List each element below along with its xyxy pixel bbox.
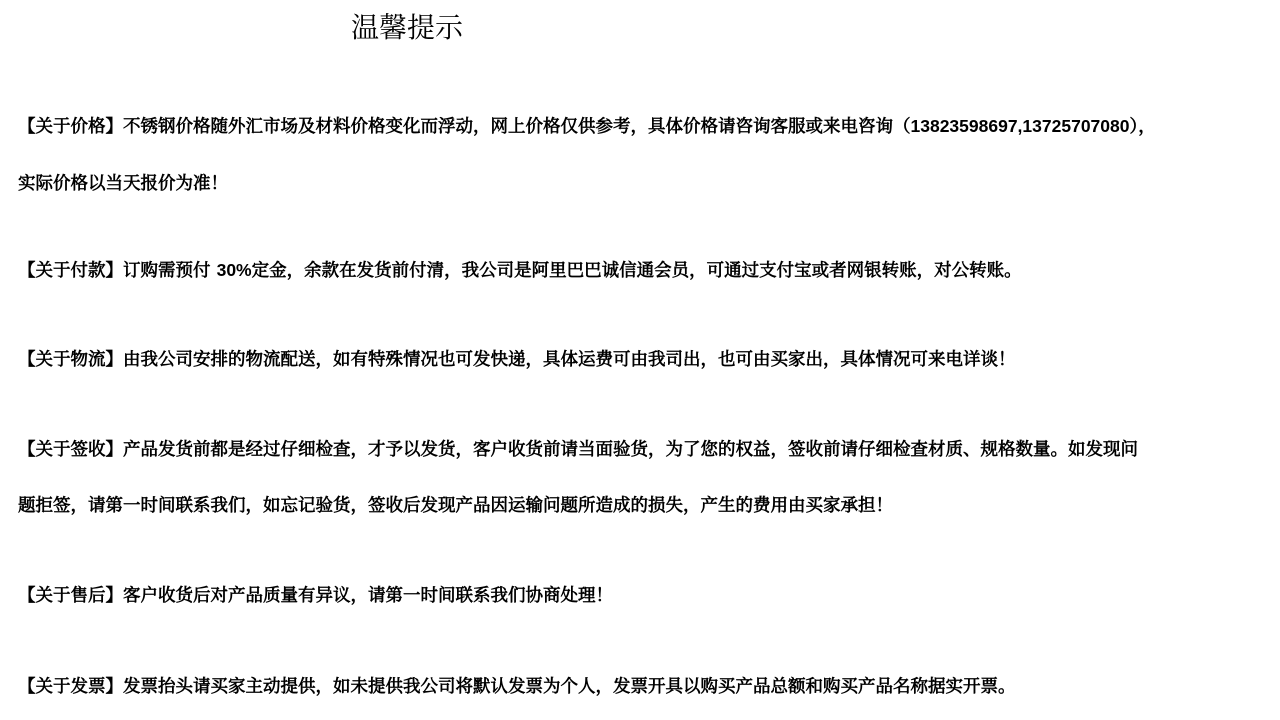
payment-notice-text: 【关于付款】订购需预付 bbox=[18, 261, 217, 281]
payment-notice bbox=[18, 258, 1022, 283]
price-notice-line-2: 实际价格以当天报价为准！ bbox=[18, 174, 228, 194]
signing-notice-line-1: 【关于签收】产品发货前都是经过仔细检查，才予以发货，客户收货前请当面验货，为了您的权益，签收前请仔细检查材质、规格数量。如发现问 bbox=[18, 440, 1138, 460]
invoice-notice: 【关于发票】发票抬头请买家主动提供，如未提供我公司将默认发票为个人，发票开具以购买产品总额和购买产品名称据实开票。 bbox=[18, 677, 1016, 697]
signing-notice-line-2: 题拒签，请第一时间联系我们，如忘记验货，签收后发现产品因运输问题所造成的损失，产生的费用由买家承担！ bbox=[18, 496, 893, 516]
price-notice-text: 【关于价格】不锈钢价格随外汇市场及材料价格变化而浮动，网上价格仅供参考，具体价格请咨询客服或来电咨询（ bbox=[18, 117, 911, 137]
price-notice-text-end: ）， bbox=[1129, 117, 1156, 137]
contact-phone-numbers: 13823598697,13725707080 bbox=[910, 116, 1130, 136]
payment-notice-text-end: 定金，余款在发货前付清，我公司是阿里巴巴诚信通会员，可通过支付宝或者网银转账，对公转账。 bbox=[251, 261, 1022, 281]
deposit-percent: 30% bbox=[216, 260, 252, 280]
logistics-notice: 【关于物流】由我公司安排的物流配送，如有特殊情况也可发快递，具体运费可由我司出，也可由买家出，具体情况可来电详谈！ bbox=[18, 350, 1016, 370]
price-notice-line-1 bbox=[18, 114, 1156, 139]
after-sales-notice: 【关于售后】客户收货后对产品质量有异议，请第一时间联系我们协商处理！ bbox=[18, 586, 613, 606]
page-title: 温馨提示 bbox=[351, 11, 464, 44]
